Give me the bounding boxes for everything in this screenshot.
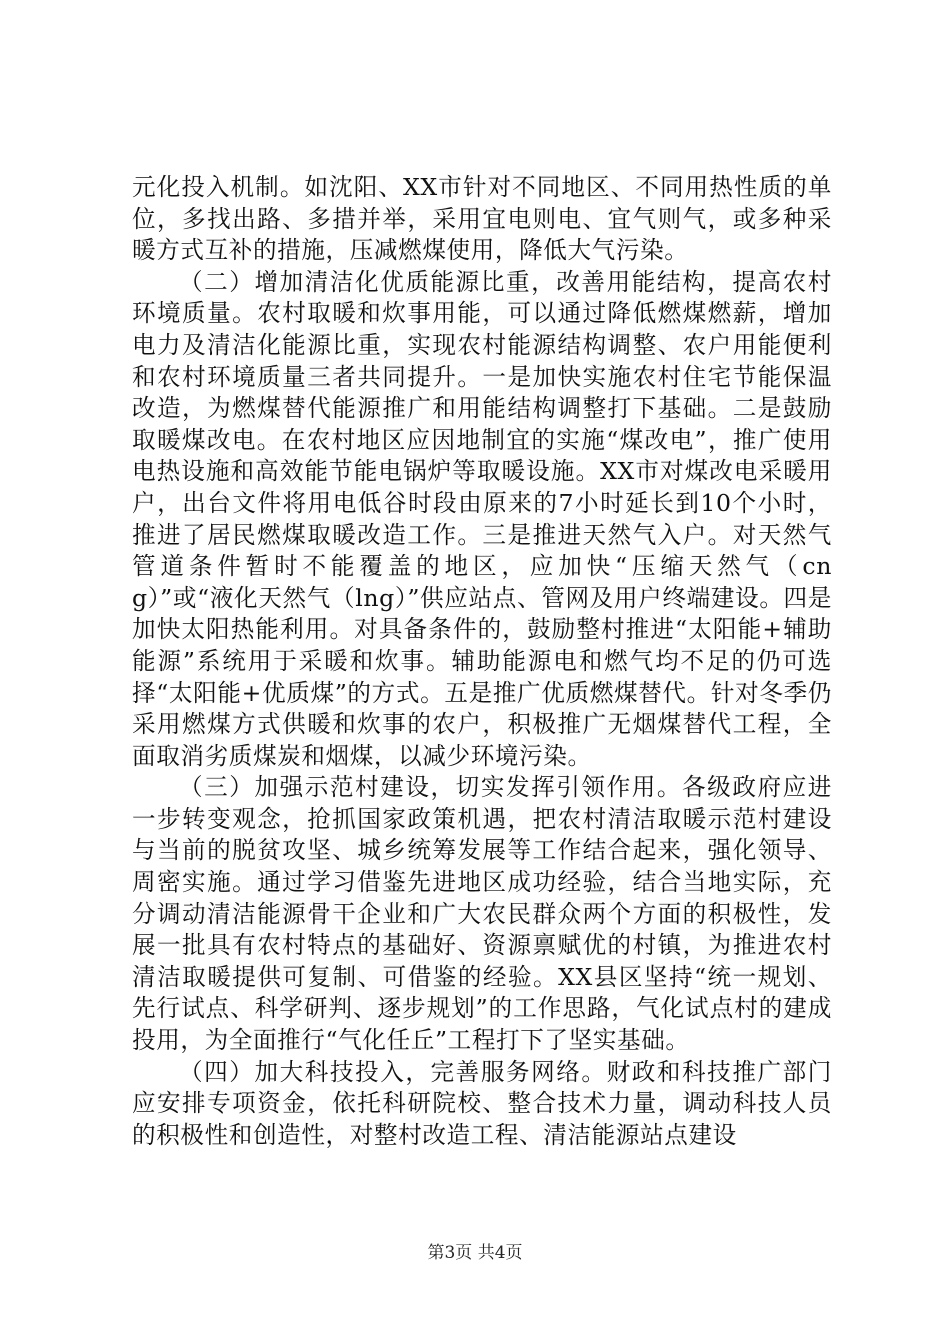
paragraph-section-3: （三）加强示范村建设，切实发挥引领作用。各级政府应进一步转变观念，抢抓国家政策机遇，把农村清洁取暖示范村建设与当前的脱贫攻坚、城乡统筹发展等工作结合起来，强化领导、周密实施。通过学习借鉴先进地区成功经验，结合当地实际，充分调动清洁能源骨干企业和广大农民群众两个方面的积极性，发展一批具有农村特点的基础好、资源禀赋优的村镇，为推进农村清洁取暖提供可复制、可借鉴的经验。XX县区坚持“统一规划、先行试点、科学研判、逐步规划”的工作思路，气化试点村的建成投用，为全面推行“气化任丘”工程打下了坚实基础。 bbox=[132, 773, 832, 1055]
paragraph-section-4: （四）加大科技投入，完善服务网络。财政和科技推广部门应安排专项资金，依托科研院校、整合技术力量，调动科技人员的积极性和创造性，对整村改造工程、清洁能源站点建设 bbox=[132, 1057, 832, 1149]
page-number-footer: 第3页 共4页 bbox=[427, 1243, 523, 1263]
document-body bbox=[132, 172, 832, 1151]
paragraph-continuation: 元化投入机制。如沈阳、XX市针对不同地区、不同用热性质的单位，多找出路、多措并举，采用宜电则电、宜气则气，或多种采暖方式互补的措施，压减燃煤使用，降低大气污染。 bbox=[132, 173, 832, 265]
paragraph-section-2: （二）增加清洁化优质能源比重，改善用能结构，提高农村环境质量。农村取暖和炊事用能，可以通过降低燃煤燃薪，增加电力及清洁化能源比重，实现农村能源结构调整、农户用能便利和农村环境质量三者共同提升。一是加快实施农村住宅节能保温改造，为燃煤替代能源推广和用能结构调整打下基础。二是鼓励取暖煤改电。在农村地区应因地制宜的实施“煤改电”，推广使用电热设施和高效能节能电锅炉等取暖设施。XX市对煤改电采暖用户，出台文件将用电低谷时段由原来的7小时延长到10个小时，推进了居民燃煤取暖改造工作。三是推进天然气入户。对天然气管道条件暂时不能覆盖的地区，应加快“压缩天然气（cng）”或“液化天然气（lng）”供应站点、管网及用户终端建设。四是加快太阳热能利用。对具备条件的，鼓励整村推进“太阳能+辅助能源”系统用于采暖和炊事。辅助能源电和燃气均不足的仍可选择“太阳能+优质煤”的方式。五是推广优质燃煤替代。针对冬季仍采用燃煤方式供暖和炊事的农户，积极推广无烟煤替代工程，全面取消劣质煤炭和烟煤，以减少环境污染。 bbox=[132, 267, 832, 770]
